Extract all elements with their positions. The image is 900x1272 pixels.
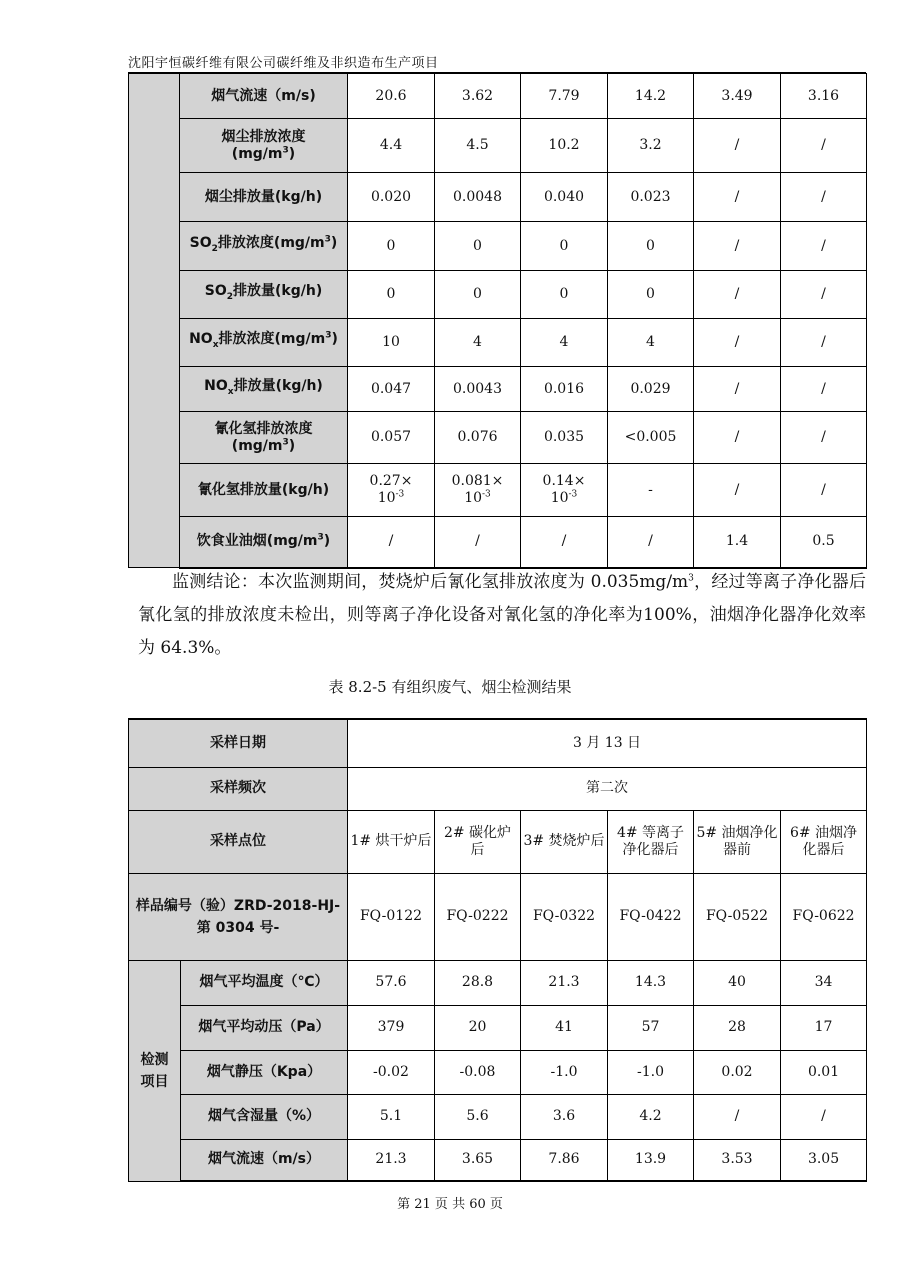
table-cell: 3.53 [694,1139,781,1181]
table-cell: / [521,517,608,568]
group-cell [129,74,180,568]
table-cell: 20.6 [348,74,435,119]
table-cell: 13.9 [608,1139,694,1181]
row-label: $NO_x$排放浓度$(mg/m^3)$ [180,319,348,367]
table-cell: 7.86 [521,1139,608,1181]
table-row [129,119,867,173]
table-cell: 0 [608,222,694,271]
document-header: 沈阳宇恒碳纤维有限公司碳纤维及非织造布生产项目 [128,56,439,71]
row-label: 烟气平均动压（Pa） [181,1005,348,1050]
table-cell: 3.62 [435,74,521,119]
table-cell: 7.79 [521,74,608,119]
table-row [129,719,867,767]
table-row [129,319,867,367]
row-label: $NO_x$排放量(kg/h) [180,367,348,412]
table-row [129,74,867,119]
table-cell: / [781,319,867,367]
table-cell: 21.3 [521,960,608,1005]
table-cell: 3.6 [521,1094,608,1139]
row-label: 烟气静压（Kpa） [181,1050,348,1094]
row-label: 烟尘排放量(kg/h) [180,173,348,222]
row-label: 烟气含湿量（%） [181,1094,348,1139]
sampling-point: 3# 焚烧炉后 [521,810,608,873]
sample-number: FQ-0122 [348,873,435,960]
table-cell: 0.016 [521,367,608,412]
table-row [129,960,867,1005]
emission-table-continued [128,73,867,569]
table-cell: 10.2 [521,119,608,173]
conclusion-paragraph: 监测结论：本次监测期间，焚烧炉后氰化氢排放浓度为 $0.035mg/m^3$，经过等离子净化器后氰化氢的排放浓度未检出，则等离子净化设备对氰化氢的净化率为100%，油烟净化器净化效率为 64.3%。 [138,572,867,658]
sampling-point: 6# 油烟净化器后 [781,810,867,873]
table-cell: <0.005 [608,412,694,464]
table-cell: / [694,119,781,173]
table-row [129,1094,867,1139]
table-cell: 0.057 [348,412,435,464]
sampling-point: 2# 碳化炉后 [435,810,521,873]
table-row [129,767,867,810]
table-cell: 5.6 [435,1094,521,1139]
table-cell: 3.05 [781,1139,867,1181]
table-cell: 4 [435,319,521,367]
row-label: $SO_2$排放量(kg/h) [180,271,348,319]
table-cell: 0.047 [348,367,435,412]
table-cell: 4.5 [435,119,521,173]
row-label: 烟气流速（m/s） [181,1139,348,1181]
table-cell: / [694,173,781,222]
table-cell: / [781,367,867,412]
table-cell: -0.02 [348,1050,435,1094]
table-cell: / [781,271,867,319]
table-cell: 17 [781,1005,867,1050]
table-cell: / [781,1094,867,1139]
table-cell: 0 [348,222,435,271]
table-cell: / [694,367,781,412]
table-row [129,810,867,873]
table-caption: 表 8.2-5 有组织废气、烟尘检测结果 [328,678,572,696]
row-label: 氰化氢排放浓度 $(mg/m^3)$ [180,412,348,464]
table-cell: 28.8 [435,960,521,1005]
sample-number: FQ-0522 [694,873,781,960]
table-cell: 0.029 [608,367,694,412]
table-cell: 0.02 [694,1050,781,1094]
table-cell: / [694,1094,781,1139]
table-row [129,873,867,960]
table-cell: / [781,173,867,222]
table-row [129,1005,867,1050]
table-cell: 379 [348,1005,435,1050]
table-cell: / [781,222,867,271]
table-row [129,222,867,271]
table-cell: 0.01 [781,1050,867,1094]
table-cell: 0.5 [781,517,867,568]
table-row [129,412,867,464]
table-cell: 0.035 [521,412,608,464]
table-cell: - [608,464,694,517]
sampling-point: 1# 烘干炉后 [348,810,435,873]
row-label: 氰化氢排放量(kg/h) [180,464,348,517]
table-cell: 3.16 [781,74,867,119]
table-cell: 0.023 [608,173,694,222]
table-cell: 4.2 [608,1094,694,1139]
sampling-date-value: 3 月 13 日 [348,719,867,767]
table-cell: -1.0 [608,1050,694,1094]
sample-number-label: 样品编号（验）ZRD-2018-HJ-第 0304 号- [129,873,348,960]
table-cell: 40 [694,960,781,1005]
table-cell: 4 [521,319,608,367]
table-cell: 0.0048 [435,173,521,222]
sampling-point: 5# 油烟净化器前 [694,810,781,873]
detection-items-label: 检测项目 [129,960,181,1181]
table-cell: / [694,319,781,367]
table-cell: 0 [608,271,694,319]
table-cell: 4.4 [348,119,435,173]
table-cell: / [348,517,435,568]
table-row [129,367,867,412]
table-cell: 0 [521,222,608,271]
table-cell: / [694,412,781,464]
table-cell: 0 [348,271,435,319]
row-label: $SO_2$排放浓度$(mg/m^3)$ [180,222,348,271]
page-number-footer: 第 21 页 共 60 页 [397,1197,503,1212]
table-cell: 0.081× $10^{-3}$ [435,464,521,517]
table-cell: 0.14× $10^{-3}$ [521,464,608,517]
table-cell: 3.2 [608,119,694,173]
sampling-point-label: 采样点位 [129,810,348,873]
sample-number: FQ-0422 [608,873,694,960]
table-cell: 0 [521,271,608,319]
table-cell: 0 [435,271,521,319]
table-row [129,173,867,222]
table-cell: 21.3 [348,1139,435,1181]
sample-number: FQ-0322 [521,873,608,960]
table-cell: 10 [348,319,435,367]
table-cell: 0.27× $10^{-3}$ [348,464,435,517]
table-cell: 4 [608,319,694,367]
table-cell: 0.076 [435,412,521,464]
table-cell: / [781,119,867,173]
sampling-date-label: 采样日期 [129,719,348,767]
table-cell: 34 [781,960,867,1005]
sample-number: FQ-0222 [435,873,521,960]
row-label: 烟气流速（m/s) [180,74,348,119]
row-label: 烟气平均温度（℃） [181,960,348,1005]
table-row [129,271,867,319]
sampling-point: 4# 等离子净化器后 [608,810,694,873]
row-label: 烟尘排放浓度 $(mg/m^3)$ [180,119,348,173]
table-cell: -1.0 [521,1050,608,1094]
table-cell: 14.3 [608,960,694,1005]
table-cell: / [435,517,521,568]
table-cell: 20 [435,1005,521,1050]
table-cell: / [694,464,781,517]
table-cell: / [694,271,781,319]
table-cell: / [781,464,867,517]
table-cell: 14.2 [608,74,694,119]
table-cell: / [608,517,694,568]
table-cell: 41 [521,1005,608,1050]
sample-number: FQ-0622 [781,873,867,960]
sampling-frequency-label: 采样频次 [129,767,348,810]
table-cell: -0.08 [435,1050,521,1094]
table-row [129,1139,867,1181]
table-cell: 0.040 [521,173,608,222]
table-cell: 28 [694,1005,781,1050]
table-row [129,517,867,568]
table-cell: 0.020 [348,173,435,222]
table-cell: 1.4 [694,517,781,568]
table-cell: / [694,222,781,271]
table-cell: / [781,412,867,464]
table-cell: 3.49 [694,74,781,119]
table-cell: 0.0043 [435,367,521,412]
emission-results-table [128,718,867,1182]
table-row [129,1050,867,1094]
table-cell: 3.65 [435,1139,521,1181]
sampling-frequency-value: 第二次 [348,767,867,810]
table-cell: 57 [608,1005,694,1050]
table-cell: 5.1 [348,1094,435,1139]
table-row [129,464,867,517]
table-cell: 0 [435,222,521,271]
table-cell: 57.6 [348,960,435,1005]
row-label: 饮食业油烟$(mg/m^3)$ [180,517,348,568]
